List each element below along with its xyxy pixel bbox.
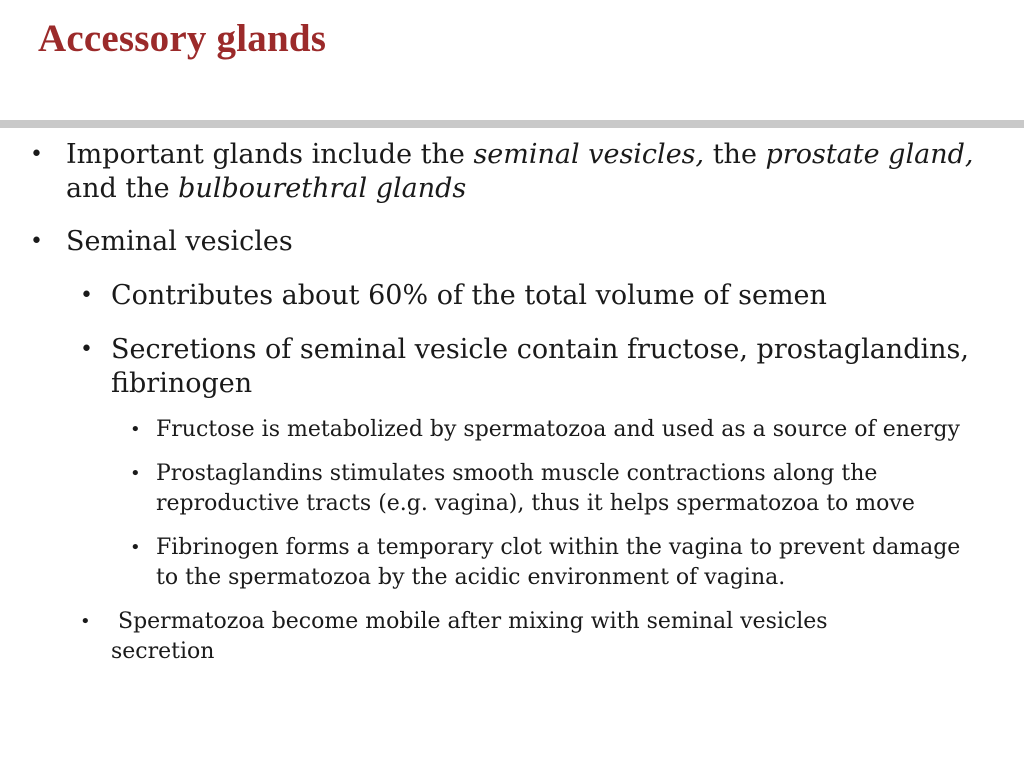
bullet-text: Seminal vesicles (66, 226, 293, 257)
bullet-prostaglandins (0, 459, 1024, 519)
bullet-fructose (0, 415, 1024, 445)
bullet-icon: • (80, 337, 93, 362)
bullet-icon: • (30, 142, 43, 167)
bullet-volume-of-semen (0, 279, 1024, 313)
slide-content (0, 138, 1024, 667)
slide-title: Accessory glands (38, 17, 327, 60)
bullet-text: Secretions of seminal vesicle contain fructose, prostaglandins, fibrinogen (111, 334, 969, 399)
bullet-icon: • (30, 229, 43, 254)
bullet-italic-bulbourethral-glands: bulbourethral glands (178, 173, 467, 204)
bullet-text: Prostaglandins stimulates smooth muscle contractions along the reproductive tracts (e.g. vagina), thus it helps spermatozoa to move (156, 461, 915, 516)
bullet-text: Important glands include the (66, 139, 474, 170)
bullet-text: Contributes about 60% of the total volume of semen (111, 280, 827, 311)
bullet-icon: • (130, 419, 141, 440)
bullet-seminal-vesicles (0, 225, 1024, 259)
bullet-icon: • (130, 537, 141, 558)
bullet-text: Fibrinogen forms a temporary clot within the vagina to prevent damage to the spermatozoa by the acidic environment of vagina. (156, 535, 961, 590)
bullet-icon: • (80, 611, 91, 632)
bullet-italic-seminal-vesicles: seminal vesicles, (473, 139, 705, 170)
title-divider (0, 120, 1024, 128)
bullet-spermatozoa-mobile (0, 607, 1024, 667)
bullet-text: Fructose is metabolized by spermatozoa and used as a source of energy (156, 417, 960, 442)
bullet-fibrinogen (0, 533, 1024, 593)
bullet-secretions (0, 333, 1024, 401)
bullet-important-glands (0, 138, 1024, 206)
bullet-italic-prostate-gland: prostate gland, (765, 139, 974, 170)
bullet-icon: • (130, 463, 141, 484)
bullet-icon: • (80, 283, 93, 308)
bullet-text: the (704, 139, 766, 170)
bullet-text: Spermatozoa become mobile after mixing with seminal vesicles secretion (111, 609, 835, 664)
bullet-text: and the (66, 173, 179, 204)
